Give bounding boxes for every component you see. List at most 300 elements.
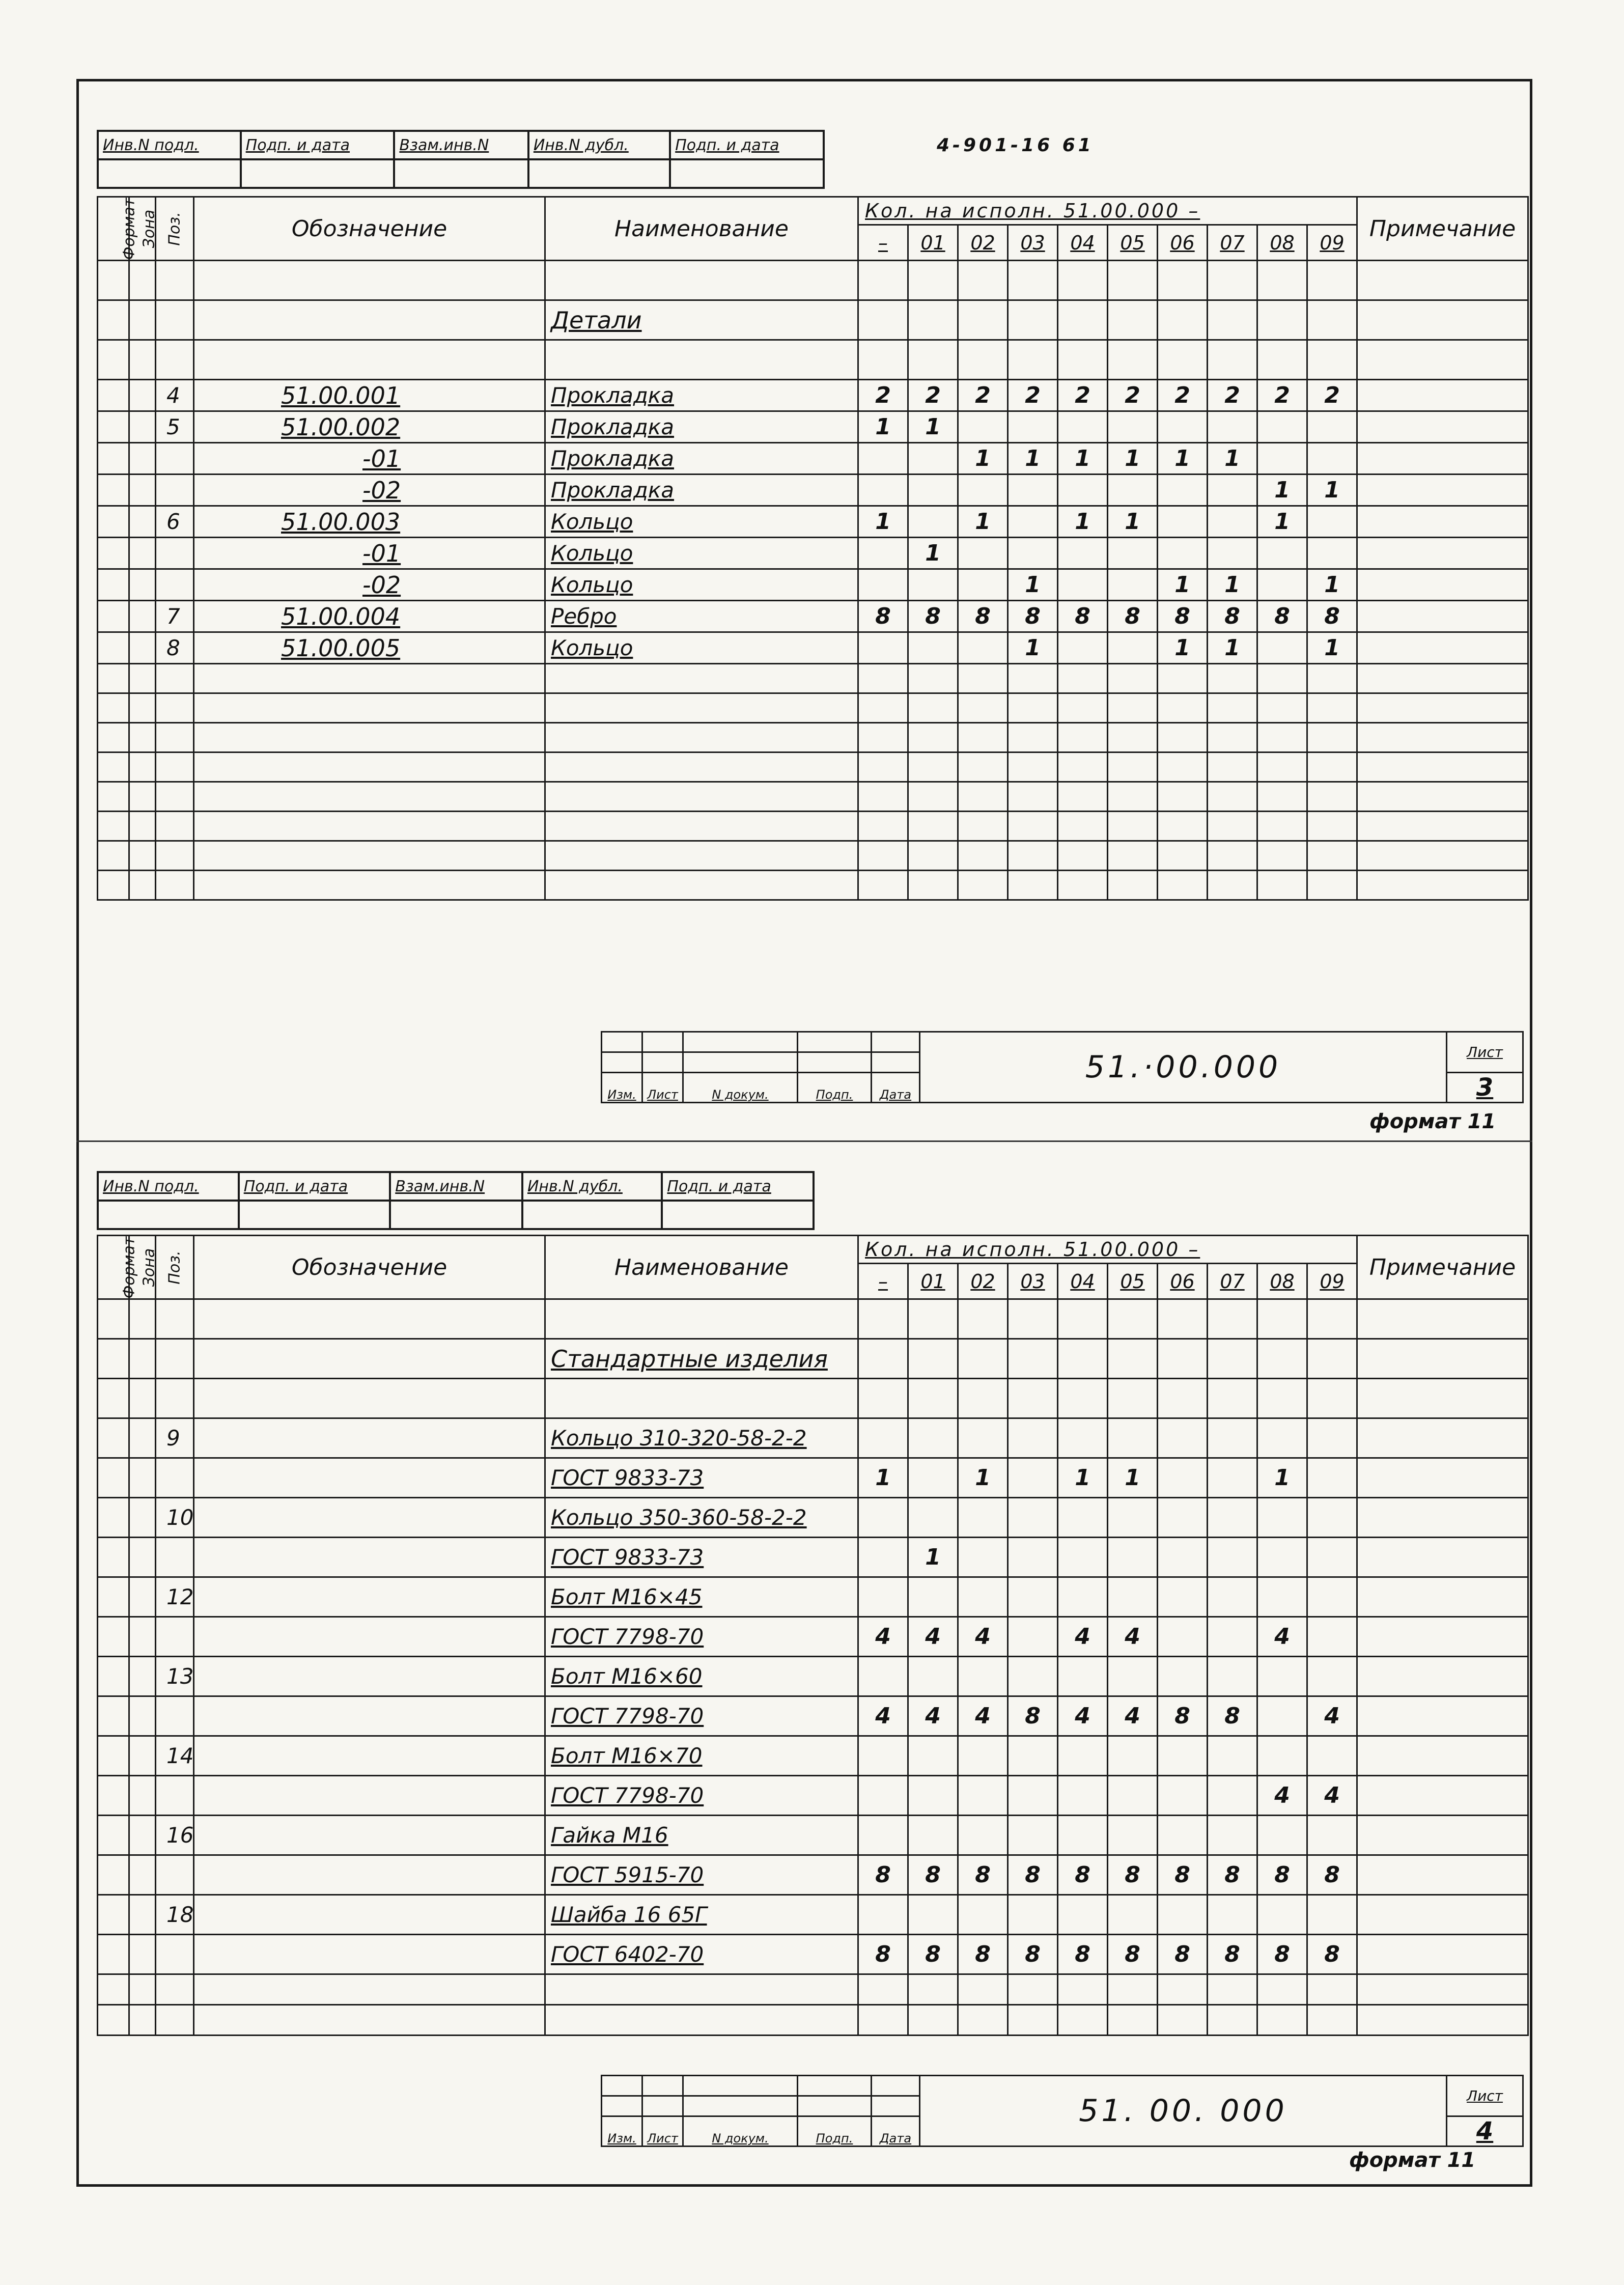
table-row-empty [98, 693, 1528, 723]
qty-cell: 1 [1108, 443, 1158, 475]
qty-cell: 8 [958, 601, 1008, 632]
table-row [98, 1498, 1528, 1538]
position-number: 7 [156, 601, 194, 632]
variant-col-6: 06 [1158, 1264, 1208, 1299]
position-number [156, 1696, 194, 1736]
qty-cell: 2 [858, 380, 908, 411]
qty-cell [1307, 1418, 1357, 1458]
qty-cell [1158, 1736, 1208, 1776]
table-row [98, 1696, 1528, 1736]
variant-col-5: 05 [1108, 225, 1158, 261]
qty-cell: 4 [908, 1696, 958, 1736]
qty-cell [1058, 475, 1108, 506]
tb3-label-docno: N докум. [683, 1073, 798, 1103]
qty-cell [1008, 1498, 1058, 1538]
qty-cell [1008, 1895, 1058, 1935]
qty-cell: 8 [1108, 601, 1158, 632]
section-row [98, 300, 1528, 340]
qty-cell [1158, 1458, 1208, 1498]
qty-cell [1158, 1538, 1208, 1577]
table-row [98, 411, 1528, 443]
qty-cell [958, 1736, 1008, 1776]
table-row [98, 1776, 1528, 1816]
qty-cell: 1 [1307, 475, 1357, 506]
qty-cell [1208, 1538, 1257, 1577]
variant-col-8: 08 [1257, 225, 1307, 261]
col-name: Наименование [545, 1236, 858, 1299]
table-row-empty [98, 782, 1528, 812]
qty-cell [1257, 569, 1307, 601]
qty-cell: 8 [1158, 1935, 1208, 1974]
table-row-empty [98, 812, 1528, 841]
variant-col-6: 06 [1158, 225, 1208, 261]
qty-cell [958, 1538, 1008, 1577]
qty-cell: 1 [1307, 569, 1357, 601]
tb4-sheet-label: Лист [1447, 2076, 1523, 2116]
qty-cell [958, 475, 1008, 506]
qty-cell: 1 [858, 506, 908, 538]
qty-cell [1307, 1617, 1357, 1657]
qty-cell [958, 1776, 1008, 1816]
stamp-sign-date: Подп. и дата [241, 131, 395, 159]
designation-cell: -02 [194, 475, 545, 506]
qty-cell: 1 [908, 538, 958, 569]
qty-cell [958, 1816, 1008, 1855]
qty-cell: 8 [1158, 1855, 1208, 1895]
col-format: Формат [98, 197, 129, 261]
qty-cell [858, 1657, 908, 1696]
variant-col-3: 03 [1008, 1264, 1058, 1299]
name-cell: Болт М16×70 [545, 1736, 858, 1776]
designation-cell [194, 1855, 545, 1895]
qty-cell [1108, 1776, 1158, 1816]
qty-cell [1058, 632, 1108, 664]
qty-cell: 1 [1208, 632, 1257, 664]
qty-cell [1058, 1736, 1108, 1776]
designation-cell: 51.00.005 [194, 632, 545, 664]
qty-cell [958, 1895, 1008, 1935]
qty-cell [1257, 1816, 1307, 1855]
spec-table-sheet4 [97, 1235, 1529, 2036]
qty-cell: 4 [858, 1696, 908, 1736]
qty-cell [1158, 538, 1208, 569]
qty-cell [1307, 538, 1357, 569]
position-number: 18 [156, 1895, 194, 1935]
qty-cell [1158, 506, 1208, 538]
document-number: 4-901-16 61 [937, 135, 1094, 156]
qty-cell: 8 [1257, 1855, 1307, 1895]
qty-cell: 2 [1208, 380, 1257, 411]
qty-cell [1058, 569, 1108, 601]
qty-cell: 4 [1058, 1696, 1108, 1736]
qty-cell: 8 [1008, 1855, 1058, 1895]
qty-cell [1257, 1736, 1307, 1776]
qty-cell [1008, 506, 1058, 538]
qty-cell: 4 [1108, 1617, 1158, 1657]
note-cell [1357, 1458, 1528, 1498]
qty-cell [1208, 475, 1257, 506]
qty-cell: 1 [908, 411, 958, 443]
qty-cell [1208, 506, 1257, 538]
table-row [98, 1816, 1528, 1855]
qty-cell [1008, 1736, 1058, 1776]
qty-cell: 2 [1158, 380, 1208, 411]
qty-cell: 1 [1058, 506, 1108, 538]
qty-cell: 1 [1307, 632, 1357, 664]
qty-cell: 8 [1158, 1696, 1208, 1736]
title-block-sheet4 [601, 2075, 1524, 2147]
spec-table-sheet3 [97, 196, 1529, 901]
qty-cell: 4 [1108, 1696, 1158, 1736]
table-row-empty [98, 723, 1528, 753]
tb4-label-docno: N докум. [683, 2116, 798, 2147]
designation-cell: -02 [194, 569, 545, 601]
position-number: 13 [156, 1657, 194, 1696]
note-cell [1357, 1895, 1528, 1935]
tb4-label-change: Изм. [602, 2116, 642, 2147]
qty-cell [908, 506, 958, 538]
table-row-empty [98, 261, 1528, 300]
name-cell: Кольцо 310-320-58-2-2 [545, 1418, 858, 1458]
qty-cell [1158, 1816, 1208, 1855]
name-cell: Прокладка [545, 380, 858, 411]
format-label-sheet3: формат 11 [1369, 1110, 1496, 1133]
qty-cell [958, 632, 1008, 664]
note-cell [1357, 380, 1528, 411]
qty-cell [1208, 1418, 1257, 1458]
note-cell [1357, 632, 1528, 664]
qty-cell: 1 [1158, 632, 1208, 664]
qty-cell [1058, 1498, 1108, 1538]
qty-cell: 8 [1108, 1855, 1158, 1895]
qty-cell [1208, 1458, 1257, 1498]
qty-cell: 2 [1058, 380, 1108, 411]
qty-cell: 8 [1208, 601, 1257, 632]
qty-cell [1307, 1498, 1357, 1538]
qty-cell: 4 [908, 1617, 958, 1657]
qty-cell: 8 [1208, 1855, 1257, 1895]
table-row-empty [98, 1379, 1528, 1418]
qty-cell [858, 1538, 908, 1577]
qty-cell [858, 569, 908, 601]
qty-cell: 2 [908, 380, 958, 411]
qty-cell [1307, 443, 1357, 475]
approval-stamp-sheet3 [97, 130, 825, 189]
position-number [156, 1538, 194, 1577]
designation-cell: 51.00.003 [194, 506, 545, 538]
name-cell: Кольцо 350-360-58-2-2 [545, 1498, 858, 1538]
variant-col-2: 02 [958, 225, 1008, 261]
qty-cell [1058, 411, 1108, 443]
tb4-label-date: Дата [872, 2116, 920, 2147]
designation-cell [194, 1617, 545, 1657]
variant-col-2: 02 [958, 1264, 1008, 1299]
qty-cell: 8 [1008, 1935, 1058, 1974]
designation-cell [194, 1458, 545, 1498]
name-cell: ГОСТ 7798-70 [545, 1696, 858, 1736]
qty-cell: 1 [1058, 1458, 1108, 1498]
name-cell: ГОСТ 7798-70 [545, 1617, 858, 1657]
position-number [156, 1855, 194, 1895]
qty-cell: 8 [858, 601, 908, 632]
qty-cell: 8 [1058, 1855, 1108, 1895]
approval-stamp-sheet4 [97, 1171, 815, 1230]
variant-col-7: 07 [1208, 1264, 1257, 1299]
table-row [98, 1736, 1528, 1776]
note-cell [1357, 1577, 1528, 1617]
designation-cell [194, 1538, 545, 1577]
qty-cell: 8 [958, 1935, 1008, 1974]
tb3-label-sign: Подп. [798, 1073, 872, 1103]
qty-cell [908, 1458, 958, 1498]
qty-cell [958, 1657, 1008, 1696]
qty-cell [1307, 1736, 1357, 1776]
qty-cell [958, 1577, 1008, 1617]
qty-cell [1208, 1816, 1257, 1855]
table-row-empty [98, 664, 1528, 693]
qty-cell: 8 [1058, 601, 1108, 632]
table-row [98, 538, 1528, 569]
qty-cell [1108, 1577, 1158, 1617]
qty-cell [858, 1498, 908, 1538]
qty-cell [908, 475, 958, 506]
qty-cell [1108, 1418, 1158, 1458]
qty-cell: 1 [958, 506, 1008, 538]
qty-cell [1257, 1418, 1307, 1458]
position-number: 12 [156, 1577, 194, 1617]
qty-cell: 1 [1208, 569, 1257, 601]
name-cell: Ребро [545, 601, 858, 632]
stamp-replace-inv: Взам.инв.N [394, 131, 528, 159]
qty-cell [1108, 475, 1158, 506]
qty-cell [958, 1498, 1008, 1538]
qty-cell [858, 1577, 908, 1617]
qty-cell [1208, 411, 1257, 443]
qty-cell [908, 1657, 958, 1696]
table-row-empty [98, 1974, 1528, 2005]
position-number: 10 [156, 1498, 194, 1538]
col-zone: Зона [129, 197, 156, 261]
qty-cell [1008, 1657, 1058, 1696]
qty-cell [858, 1776, 908, 1816]
tb4-document-code: 51. 00. 000 [920, 2076, 1447, 2147]
qty-cell [1008, 1816, 1058, 1855]
designation-cell: 51.00.004 [194, 601, 545, 632]
sheet-divider [76, 1140, 1532, 1142]
name-cell: Гайка М16 [545, 1816, 858, 1855]
qty-cell [1108, 411, 1158, 443]
qty-cell: 1 [1158, 569, 1208, 601]
qty-cell [908, 569, 958, 601]
name-cell: Болт М16×60 [545, 1657, 858, 1696]
qty-cell [858, 1736, 908, 1776]
qty-cell [1208, 1657, 1257, 1696]
position-number: 8 [156, 632, 194, 664]
qty-cell [1257, 632, 1307, 664]
section-row [98, 1339, 1528, 1379]
qty-cell: 4 [1257, 1617, 1307, 1657]
designation-cell: 51.00.002 [194, 411, 545, 443]
qty-cell [1158, 1617, 1208, 1657]
qty-cell [858, 1895, 908, 1935]
note-cell [1357, 569, 1528, 601]
qty-cell: 8 [958, 1855, 1008, 1895]
qty-cell: 8 [1008, 1696, 1058, 1736]
table-row-empty [98, 2005, 1528, 2036]
note-cell [1357, 1736, 1528, 1776]
table-row [98, 475, 1528, 506]
qty-cell [908, 1776, 958, 1816]
qty-cell [1058, 1816, 1108, 1855]
tb3-sheet-number: 3 [1447, 1073, 1523, 1103]
col-pos: Поз. [156, 1236, 194, 1299]
stamp-inv-dup: Инв.N дубл. [522, 1172, 662, 1201]
name-cell: Прокладка [545, 475, 858, 506]
qty-cell: 8 [1208, 1935, 1257, 1974]
note-cell [1357, 1696, 1528, 1736]
position-number: 6 [156, 506, 194, 538]
name-cell: ГОСТ 5915-70 [545, 1855, 858, 1895]
name-cell: Кольцо [545, 569, 858, 601]
variant-col-1: 01 [908, 225, 958, 261]
table-row [98, 1855, 1528, 1895]
designation-cell [194, 1935, 545, 1974]
qty-cell: 8 [1108, 1935, 1158, 1974]
qty-cell [908, 1736, 958, 1776]
section-title: Стандартные изделия [545, 1339, 858, 1379]
qty-cell [1058, 1418, 1108, 1458]
position-number [156, 443, 194, 475]
qty-cell [1058, 1538, 1108, 1577]
position-number: 9 [156, 1418, 194, 1458]
stamp-inv-orig: Инв.N подл. [98, 1172, 239, 1201]
note-cell [1357, 1617, 1528, 1657]
table-row-empty [98, 753, 1528, 782]
table-row-empty [98, 871, 1528, 900]
qty-cell [1108, 1657, 1158, 1696]
format-label-sheet4: формат 11 [1349, 2149, 1476, 2172]
qty-cell: 8 [1257, 601, 1307, 632]
name-cell: Кольцо [545, 538, 858, 569]
variant-col-4: 04 [1058, 225, 1108, 261]
variant-col-1: 01 [908, 1264, 958, 1299]
qty-cell: 1 [1257, 506, 1307, 538]
qty-cell [1158, 1418, 1208, 1458]
note-cell [1357, 538, 1528, 569]
qty-cell [858, 443, 908, 475]
qty-cell: 2 [958, 380, 1008, 411]
qty-cell [1208, 1776, 1257, 1816]
qty-cell [1307, 1577, 1357, 1617]
qty-cell: 1 [1058, 443, 1108, 475]
qty-cell [1108, 1498, 1158, 1538]
qty-cell: 8 [1008, 601, 1058, 632]
designation-cell [194, 1418, 545, 1458]
qty-cell [1108, 1895, 1158, 1935]
qty-cell [858, 475, 908, 506]
position-number [156, 1935, 194, 1974]
qty-cell [1257, 1696, 1307, 1736]
qty-cell: 1 [908, 1538, 958, 1577]
table-row [98, 601, 1528, 632]
qty-cell: 4 [1307, 1696, 1357, 1736]
name-cell: Кольцо [545, 506, 858, 538]
qty-cell [1008, 1538, 1058, 1577]
note-cell [1357, 1816, 1528, 1855]
qty-cell [1158, 1895, 1208, 1935]
qty-cell [1158, 411, 1208, 443]
note-cell [1357, 1418, 1528, 1458]
qty-cell [1008, 1617, 1058, 1657]
table-row [98, 569, 1528, 601]
qty-cell: 8 [1307, 1855, 1357, 1895]
qty-cell [958, 1418, 1008, 1458]
variant-col-0: – [858, 1264, 908, 1299]
col-note: Примечание [1357, 197, 1528, 261]
note-cell [1357, 475, 1528, 506]
name-cell: Шайба 16 65Г [545, 1895, 858, 1935]
tb3-label-date: Дата [872, 1073, 920, 1103]
qty-cell [1208, 1736, 1257, 1776]
qty-cell [1158, 475, 1208, 506]
designation-cell [194, 1736, 545, 1776]
qty-cell [1158, 1776, 1208, 1816]
qty-cell [908, 443, 958, 475]
position-number: 4 [156, 380, 194, 411]
qty-cell [958, 569, 1008, 601]
position-number [156, 475, 194, 506]
qty-cell [1108, 1538, 1158, 1577]
qty-cell: 1 [1158, 443, 1208, 475]
position-number [156, 569, 194, 601]
name-cell: Прокладка [545, 411, 858, 443]
variant-col-9: 09 [1307, 225, 1357, 261]
qty-cell: 1 [1008, 569, 1058, 601]
note-cell [1357, 1855, 1528, 1895]
qty-cell [1058, 1577, 1108, 1617]
table-row [98, 1895, 1528, 1935]
variant-col-5: 05 [1108, 1264, 1158, 1299]
qty-cell [1307, 1538, 1357, 1577]
qty-cell [1208, 1498, 1257, 1538]
designation-cell: 51.00.001 [194, 380, 545, 411]
designation-cell [194, 1498, 545, 1538]
table-row [98, 1538, 1528, 1577]
qty-cell: 2 [1257, 380, 1307, 411]
designation-cell [194, 1776, 545, 1816]
qty-cell: 1 [1208, 443, 1257, 475]
qty-cell [1108, 538, 1158, 569]
qty-cell [1008, 1776, 1058, 1816]
table-row [98, 443, 1528, 475]
qty-cell: 4 [958, 1617, 1008, 1657]
qty-cell [1307, 506, 1357, 538]
qty-cell: 8 [1307, 1935, 1357, 1974]
qty-cell: 8 [1158, 601, 1208, 632]
position-number [156, 538, 194, 569]
variant-col-9: 09 [1307, 1264, 1357, 1299]
qty-cell [908, 1577, 958, 1617]
designation-cell: -01 [194, 443, 545, 475]
qty-cell: 8 [908, 1935, 958, 1974]
table-row-empty [98, 1299, 1528, 1339]
qty-cell [858, 632, 908, 664]
note-cell [1357, 601, 1528, 632]
note-cell [1357, 411, 1528, 443]
qty-cell [1208, 1577, 1257, 1617]
qty-cell: 1 [1008, 632, 1058, 664]
qty-cell [1208, 1617, 1257, 1657]
